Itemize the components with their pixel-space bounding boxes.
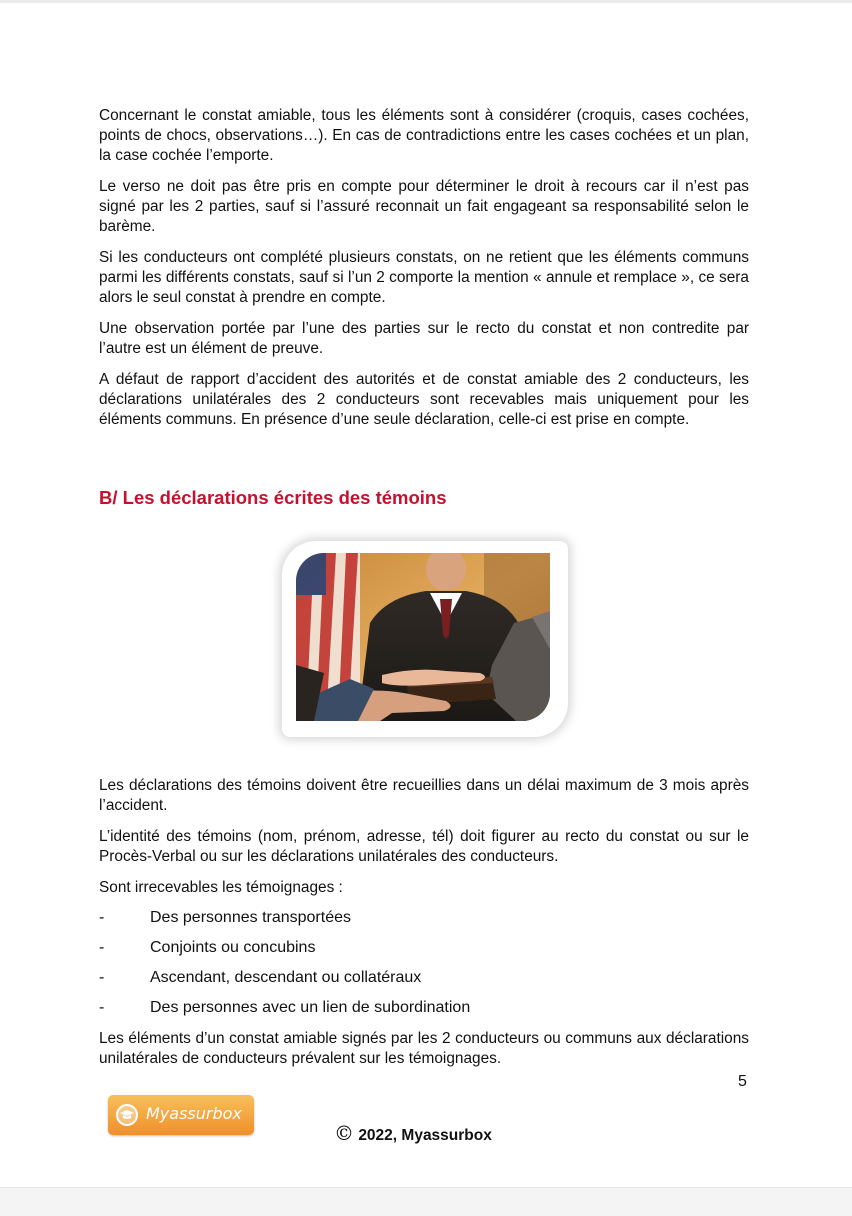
- top-edge: [0, 0, 852, 3]
- paragraph: Concernant le constat amiable, tous les éléments sont à considérer (croquis, cases cochées, points de chocs, observations…). En cas de contradictions entre les cases cochées et un plan, la case cochée l’emporte.: [99, 107, 749, 164]
- graduation-cap-icon: [116, 1104, 138, 1126]
- logo-text: Myassurbox: [146, 1104, 242, 1123]
- list-item-text: Ascendant, descendant ou collatéraux: [150, 969, 422, 986]
- section-b-heading: B/ Les déclarations écrites des témoins: [99, 487, 447, 508]
- closing-paragraph: Les éléments d’un constat amiable signés par les 2 conducteurs ou communs aux déclarations unilatérales de conducteurs prévalent sur les témoignages.: [99, 1030, 749, 1067]
- copyright-text: 2022, Myassurbox: [358, 1127, 492, 1144]
- bullet-dash: -: [99, 969, 105, 986]
- section-a-text: [99, 106, 749, 430]
- list-item-text: Des personnes avec un lien de subordination: [150, 999, 471, 1016]
- list-item: [99, 969, 749, 989]
- list-item-text: Conjoints ou concubins: [150, 939, 316, 956]
- list-item: [99, 999, 749, 1019]
- list-item: [99, 939, 749, 959]
- section-b-text: [99, 776, 749, 1069]
- oath-illustration: [296, 553, 550, 721]
- bullet-dash: -: [99, 939, 105, 956]
- paragraph: Une observation portée par l’une des parties sur le recto du constat et non contredite par l’autre est un élément de preuve.: [99, 320, 749, 357]
- paragraph: L’identité des témoins (nom, prénom, adresse, tél) doit figurer au recto du constat ou sur le Procès-Verbal ou sur les déclarations unilatérales des conducteurs.: [99, 828, 749, 865]
- bullet-dash: -: [99, 909, 105, 926]
- list-item: [99, 909, 749, 929]
- copyright-icon: ©: [334, 1121, 354, 1145]
- paragraph: Si les conducteurs ont complété plusieurs constats, on ne retient que les éléments communs parmi les différents constats, sauf si l’un 2 comporte la mention « annule et remplace », ce sera alors le seul constat à prendre en compte.: [99, 249, 749, 306]
- paragraph: Le verso ne doit pas être pris en compte pour déterminer le droit à recours car il n’est pas signé par les 2 parties, sauf si l’assuré reconnait un fait engageant sa responsabilité selon le barème.: [99, 178, 749, 235]
- bullet-dash: -: [99, 999, 105, 1016]
- copyright-notice: [334, 1121, 492, 1145]
- paragraph: A défaut de rapport d’accident des autorités et de constat amiable des 2 conducteurs, les déclarations unilatérales des 2 conducteurs sont recevables mais uniquement pour les éléments communs. En présence d’une seule déclaration, celle-ci est prise en compte.: [99, 371, 749, 428]
- list-intro: Sont irrecevables les témoignages :: [99, 879, 343, 896]
- paragraph: Les déclarations des témoins doivent être recueillies dans un délai maximum de 3 mois après l’accident.: [99, 777, 749, 814]
- myassurbox-logo: [108, 1095, 254, 1135]
- oath-photo: [296, 553, 550, 721]
- page-number: 5: [738, 1073, 747, 1090]
- bottom-edge: [0, 1187, 852, 1216]
- list-item-text: Des personnes transportées: [150, 909, 351, 926]
